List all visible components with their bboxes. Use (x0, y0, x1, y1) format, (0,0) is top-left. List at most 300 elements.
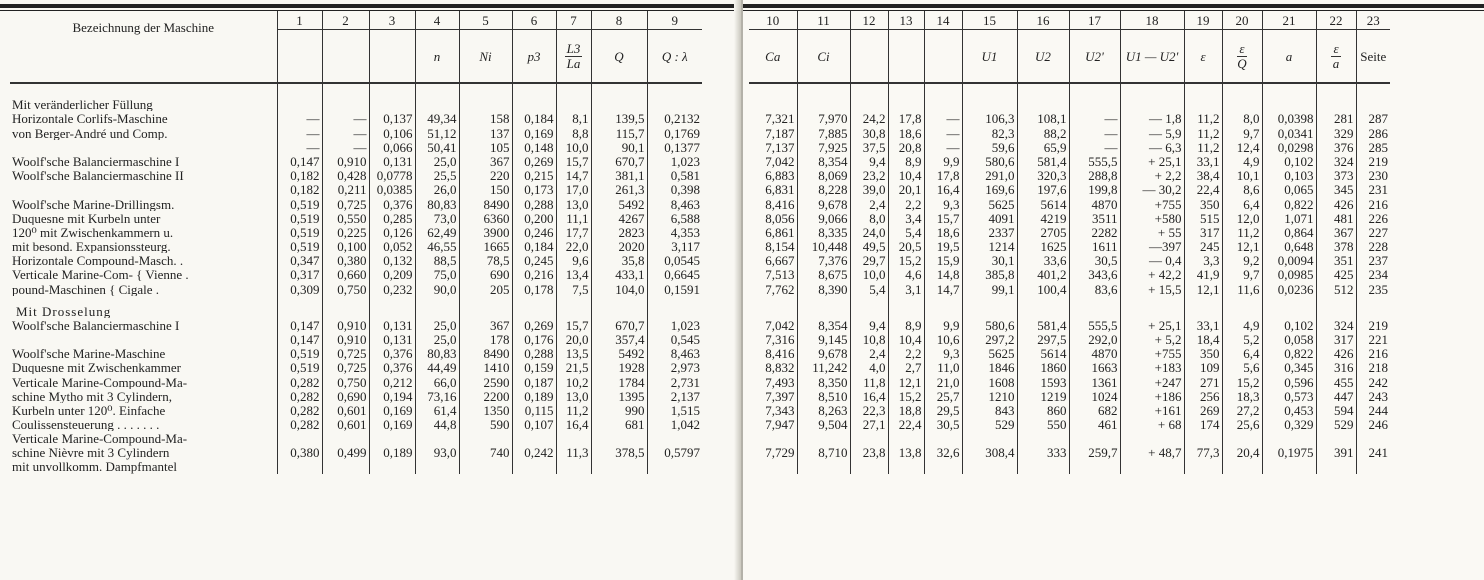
table-cell: 0,398 (647, 182, 702, 196)
table-cell: 0,102 (1262, 318, 1316, 332)
table-cell: 20,8 (888, 140, 924, 154)
table-cell: 17,0 (556, 182, 591, 196)
table-cell: 860 (1017, 403, 1069, 417)
table-cell: 515 (1184, 211, 1222, 225)
table-cell: 4267 (591, 211, 647, 225)
table-cell: 20,5 (888, 239, 924, 253)
table-cell: 0,347 (277, 253, 322, 267)
table-row (749, 196, 1390, 210)
table-cell: 8,463 (647, 346, 702, 360)
table-cell: 221 (1356, 332, 1390, 346)
table-cell: 1,042 (647, 417, 702, 431)
table-cell: — (277, 140, 322, 154)
table-cell: 8,675 (797, 267, 850, 281)
frac-den: Q (1237, 55, 1247, 71)
left-page (0, 0, 740, 580)
table-cell: — (322, 125, 369, 139)
table-cell: 1,515 (647, 403, 702, 417)
table-cell: 8,390 (797, 281, 850, 295)
table-cell: 8,228 (797, 182, 850, 196)
table-cell: 0,1591 (647, 281, 702, 295)
table-cell: 0,212 (369, 374, 415, 388)
table-cell: 0,285 (369, 211, 415, 225)
table-cell: 0,102 (1262, 154, 1316, 168)
table-cell: 0,216 (512, 267, 556, 281)
table-cell: 242 (1356, 374, 1390, 388)
table-cell: 27,2 (1222, 403, 1262, 417)
machine-description: mit besond. Expansionssteurg. (12, 239, 171, 254)
left-rows-a (10, 111, 702, 295)
table-cell: 16,4 (556, 417, 591, 431)
table-cell: 9,2 (1222, 253, 1262, 267)
table-cell: 3,3 (1184, 253, 1222, 267)
table-cell: 20,1 (888, 182, 924, 196)
table-cell: 0,187 (512, 374, 556, 388)
table-cell: 50,41 (415, 140, 459, 154)
table-cell: 90,1 (591, 140, 647, 154)
section-title: Mit veränderlicher Füllung (12, 97, 153, 112)
table-cell: 115,7 (591, 125, 647, 139)
table-cell: 843 (962, 403, 1017, 417)
table-cell: 0,428 (322, 168, 369, 182)
table-cell: 15,2 (1222, 374, 1262, 388)
description-line: Verticale Marine-Compound-Ma- (12, 431, 188, 446)
table-row (10, 332, 702, 346)
table-cell: 0,725 (322, 360, 369, 374)
table-cell: 10,2 (556, 374, 591, 388)
table-row (749, 168, 1390, 182)
table-cell: 0,132 (369, 253, 415, 267)
col-num: 5 (459, 11, 512, 30)
table-cell: 29,7 (850, 253, 888, 267)
table-cell: — (1069, 111, 1120, 125)
table-cell: 286 (1356, 125, 1390, 139)
table-cell: 24,0 (850, 225, 888, 239)
table-cell: 44,49 (415, 360, 459, 374)
table-cell: 1361 (1069, 374, 1120, 388)
table-cell: 9,4 (850, 318, 888, 332)
table-row (10, 431, 702, 474)
table-cell: 670,7 (591, 318, 647, 332)
table-cell: — (277, 111, 322, 125)
table-cell: 1,023 (647, 318, 702, 332)
table-cell: 740 (459, 431, 512, 474)
table-cell: 90,0 (415, 281, 459, 295)
table-cell: 0,1975 (1262, 431, 1316, 474)
table-cell: 9,678 (797, 346, 850, 360)
table-cell: 41,9 (1184, 267, 1222, 281)
table-row (749, 239, 1390, 253)
table-cell: 10,6 (924, 332, 962, 346)
table-cell: 0,131 (369, 154, 415, 168)
table-row (10, 267, 702, 281)
rule-top (743, 4, 1484, 8)
table-cell: 243 (1356, 389, 1390, 403)
table-cell: 7,762 (765, 281, 795, 296)
table-cell: 0,148 (512, 140, 556, 154)
table-cell: 37,5 (850, 140, 888, 154)
right-page (743, 0, 1484, 580)
table-cell: 3,117 (647, 239, 702, 253)
machine-description: Coulissensteuerung . . . . . . . (12, 417, 160, 432)
table-cell: 241 (1356, 431, 1390, 474)
table-cell: 32,6 (924, 431, 962, 474)
table-row (749, 281, 1390, 295)
table-cell: 0,282 (277, 417, 322, 431)
table-cell: 0,601 (322, 417, 369, 431)
col-num: 7 (556, 11, 591, 30)
table-cell: 234 (1356, 267, 1390, 281)
table-cell: 357,4 (591, 332, 647, 346)
table-cell: 226 (1356, 211, 1390, 225)
sym-eps-a (1316, 30, 1356, 84)
table-cell: 33,1 (1184, 154, 1222, 168)
table-cell: 7,397 (765, 388, 795, 403)
table-cell: 0,1769 (647, 125, 702, 139)
machine-description (10, 431, 277, 474)
table-cell: 18,3 (1222, 389, 1262, 403)
table-cell: 345 (1316, 182, 1356, 196)
machine-description (10, 332, 277, 346)
table-cell: 0,0298 (1262, 140, 1316, 154)
col-num: 1 (277, 11, 322, 30)
table-cell: 49,5 (850, 239, 888, 253)
table-cell: 16,4 (850, 389, 888, 403)
table-cell: 6,588 (647, 211, 702, 225)
table-cell: 12,1 (1222, 239, 1262, 253)
table-cell: 216 (1356, 196, 1390, 210)
table-cell: 7,925 (797, 140, 850, 154)
table-cell: 1860 (1017, 360, 1069, 374)
table-row (749, 374, 1390, 388)
table-cell: 594 (1316, 403, 1356, 417)
table-cell: 25,6 (1222, 417, 1262, 431)
table-cell: — (1069, 125, 1120, 139)
sym-ni: Ni (459, 30, 512, 84)
table-cell: 0,269 (512, 154, 556, 168)
right-row-last (749, 431, 1390, 474)
sym-u1-u2p: U1 — U2' (1120, 30, 1184, 84)
table-cell: 104,0 (591, 281, 647, 295)
table-cell: 7,042 (765, 317, 795, 332)
table-cell: 0,0385 (369, 182, 415, 196)
table-cell: 80,83 (415, 196, 459, 210)
table-cell: 0,065 (1262, 182, 1316, 196)
table-cell: 581,4 (1017, 154, 1069, 168)
table-cell: 320,3 (1017, 168, 1069, 182)
table-cell: 391 (1316, 431, 1356, 474)
table-cell: 0,189 (369, 431, 415, 474)
machine-description: schine Mytho mit 3 Cylindern, (12, 388, 172, 403)
sym-p3: p3 (512, 30, 556, 84)
table-cell: 9,3 (924, 346, 962, 360)
table-cell: 0,519 (277, 196, 322, 210)
table-cell: 0,0985 (1262, 267, 1316, 281)
table-cell: 5,4 (888, 225, 924, 239)
machine-description: 120⁰ mit Zwischenkammern u. (12, 224, 174, 239)
table-cell: 10,0 (850, 267, 888, 281)
table-cell: 17,8 (924, 168, 962, 182)
table-cell: 30,1 (962, 253, 1017, 267)
table-cell: 481 (1316, 211, 1356, 225)
table-cell: 0,058 (1262, 332, 1316, 346)
table-cell: 324 (1316, 154, 1356, 168)
table-cell: 30,8 (850, 125, 888, 139)
table-cell: 25,5 (415, 168, 459, 182)
table-cell: — (924, 140, 962, 154)
table-cell: 529 (962, 417, 1017, 431)
table-cell: 381,1 (591, 168, 647, 182)
col-num: 6 (512, 11, 556, 30)
table-cell: 7,137 (765, 139, 795, 154)
table-cell: 0,0094 (1262, 253, 1316, 267)
machine-description: pound-Maschinen { Cigale . (12, 281, 160, 296)
table-cell: 15,7 (924, 211, 962, 225)
table-cell: 15,2 (888, 253, 924, 267)
machine-description: Duquesne mit Kurbeln unter (12, 210, 161, 225)
left-table (10, 11, 702, 474)
table-cell: 3900 (459, 225, 512, 239)
table-cell: 329 (1316, 125, 1356, 139)
table-cell: 25,0 (415, 332, 459, 346)
table-cell: 0,211 (322, 182, 369, 196)
table-cell: — (322, 140, 369, 154)
table-cell: 77,3 (1184, 431, 1222, 474)
table-cell: 0,184 (512, 239, 556, 253)
table-cell: 7,187 (765, 125, 795, 140)
table-cell: 18,8 (888, 403, 924, 417)
table-cell: 0,329 (1262, 417, 1316, 431)
table-cell: 512 (1316, 281, 1356, 295)
table-cell: 350 (1184, 196, 1222, 210)
table-cell: 259,7 (1069, 431, 1120, 474)
table-cell: 7,970 (797, 111, 850, 125)
table-cell: 5,6 (1222, 360, 1262, 374)
table-cell: 219 (1356, 318, 1390, 332)
table-cell: 13,5 (556, 346, 591, 360)
table-cell: 106,3 (962, 111, 1017, 125)
table-row (10, 253, 702, 267)
table-cell: 1928 (591, 360, 647, 374)
col-num: 23 (1356, 11, 1390, 30)
table-cell: 7,5 (556, 281, 591, 295)
table-cell: 17,7 (556, 225, 591, 239)
table-cell: 5625 (962, 196, 1017, 210)
machine-description: Duquesne mit Zwischenkammer (12, 360, 181, 375)
table-cell: 22,3 (850, 403, 888, 417)
col-num: 13 (888, 11, 924, 30)
table-cell: 6,861 (765, 224, 795, 239)
table-cell: 80,83 (415, 346, 459, 360)
table-row (749, 332, 1390, 346)
table-cell: 30,5 (1069, 253, 1120, 267)
table-row (10, 417, 702, 431)
table-cell: 281 (1316, 111, 1356, 125)
table-cell: 2,2 (888, 196, 924, 210)
table-cell: 581,4 (1017, 318, 1069, 332)
table-row (749, 318, 1390, 332)
table-cell: 6360 (459, 211, 512, 225)
table-cell: 269 (1184, 403, 1222, 417)
table-row (10, 125, 702, 139)
table-cell: 11,242 (797, 360, 850, 374)
table-cell: 0,147 (277, 318, 322, 332)
table-cell: 44,8 (415, 417, 459, 431)
description-line: mit unvollkomm. Dampfmantel (12, 458, 178, 474)
table-cell: + 2,2 (1120, 168, 1184, 182)
table-cell: 11,2 (1184, 140, 1222, 154)
table-cell: 0,581 (647, 168, 702, 182)
table-cell: 7,376 (797, 253, 850, 267)
table-cell: 88,5 (415, 253, 459, 267)
table-cell: 10,8 (850, 332, 888, 346)
table-cell: + 25,1 (1120, 318, 1184, 332)
table-cell: 245 (1184, 239, 1222, 253)
table-cell: 7,885 (797, 125, 850, 139)
col-num: 8 (591, 11, 647, 30)
table-cell: 0,380 (322, 253, 369, 267)
table-row (10, 140, 702, 154)
table-cell: 0,573 (1262, 389, 1316, 403)
table-cell: 376 (1316, 140, 1356, 154)
table-row (10, 403, 702, 417)
table-cell: — 5,9 (1120, 125, 1184, 139)
col-num: 11 (797, 11, 850, 30)
table-cell: 1593 (1017, 374, 1069, 388)
table-cell: 8,350 (797, 374, 850, 388)
table-cell: 287 (1356, 111, 1390, 125)
table-cell: 73,16 (415, 389, 459, 403)
table-cell: 8,0 (1222, 111, 1262, 125)
table-cell: 66,0 (415, 374, 459, 388)
table-cell: 23,2 (850, 168, 888, 182)
table-cell: 0,176 (512, 332, 556, 346)
table-cell: 7,513 (765, 267, 795, 282)
sym-q-lambda: Q : λ (647, 30, 702, 84)
table-cell: +580 (1120, 211, 1184, 225)
table-cell: 9,678 (797, 196, 850, 210)
table-cell: 285 (1356, 140, 1390, 154)
table-cell: 0,282 (277, 374, 322, 388)
table-cell: 73,0 (415, 211, 459, 225)
table-cell: 447 (1316, 389, 1356, 403)
table-cell: — 30,2 (1120, 182, 1184, 196)
table-cell: 139,5 (591, 111, 647, 125)
table-cell: 11,0 (924, 360, 962, 374)
table-cell: 1,071 (1262, 211, 1316, 225)
col-num: 14 (924, 11, 962, 30)
table-cell: 288,8 (1069, 168, 1120, 182)
table-cell: 0,725 (322, 346, 369, 360)
table-cell: 78,5 (459, 253, 512, 267)
table-cell: 5614 (1017, 346, 1069, 360)
table-cell: 2282 (1069, 225, 1120, 239)
sym-eps-q (1222, 30, 1262, 84)
table-cell: 0,169 (369, 403, 415, 417)
table-cell: 297,5 (1017, 332, 1069, 346)
table-cell: 256 (1184, 389, 1222, 403)
table-cell: 0,822 (1262, 196, 1316, 210)
table-row (749, 389, 1390, 403)
table-cell: — (924, 111, 962, 125)
table-cell: 15,2 (888, 389, 924, 403)
header-label: Bezeichnung der Maschine (10, 11, 277, 83)
table-cell: 8,069 (797, 168, 850, 182)
col-num: 2 (322, 11, 369, 30)
machine-description: von Berger-André und Comp. (12, 125, 168, 140)
table-cell: 9,6 (556, 253, 591, 267)
table-cell: 0,288 (512, 196, 556, 210)
table-cell: 4,9 (1222, 318, 1262, 332)
table-cell: 0,550 (322, 211, 369, 225)
table-cell: 1665 (459, 239, 512, 253)
table-cell: 0,100 (322, 239, 369, 253)
table-cell: 0,309 (277, 281, 322, 295)
col-num: 4 (415, 11, 459, 30)
table-cell: 0,147 (277, 154, 322, 168)
table-cell: 8,710 (797, 431, 850, 474)
table-row (749, 403, 1390, 417)
table-cell: 426 (1316, 196, 1356, 210)
table-row (749, 346, 1390, 360)
table-cell: 4870 (1069, 196, 1120, 210)
table-cell: 13,0 (556, 196, 591, 210)
table-cell: 2,2 (888, 346, 924, 360)
table-cell: 0,282 (277, 389, 322, 403)
col-num: 10 (749, 11, 797, 30)
table-cell: 0,159 (512, 360, 556, 374)
table-cell: 33,1 (1184, 318, 1222, 332)
table-cell: 0,182 (277, 168, 322, 182)
table-cell: 0,215 (512, 168, 556, 182)
table-cell: 0,184 (512, 111, 556, 125)
table-cell: 0,910 (322, 332, 369, 346)
table-row (10, 211, 702, 225)
table-cell: — 1,8 (1120, 111, 1184, 125)
table-cell: 20,0 (556, 332, 591, 346)
sym-a: a (1262, 30, 1316, 84)
table-cell: + 68 (1120, 417, 1184, 431)
table-cell: 25,0 (415, 318, 459, 332)
table-cell: 14,8 (924, 267, 962, 281)
sym-epsilon: ε (1184, 30, 1222, 84)
table-row (10, 346, 702, 360)
table-cell: 25,7 (924, 389, 962, 403)
sym-ci: Ci (797, 30, 850, 84)
table-cell: 30,5 (924, 417, 962, 431)
machine-description: Horizontale Compound-Masch. . (12, 253, 184, 268)
table-cell: 5492 (591, 196, 647, 210)
table-cell: 2,731 (647, 374, 702, 388)
table-cell: 0,131 (369, 332, 415, 346)
table-cell: 11,1 (556, 211, 591, 225)
table-cell: 1846 (962, 360, 1017, 374)
frac-den: a (1332, 55, 1340, 71)
table-cell: 35,8 (591, 253, 647, 267)
sym-blank (277, 30, 322, 84)
table-cell: 227 (1356, 225, 1390, 239)
frac-den: La (566, 55, 581, 71)
table-row (10, 182, 702, 196)
machine-description (10, 140, 277, 154)
table-cell: 26,0 (415, 182, 459, 196)
table-cell: 75,0 (415, 267, 459, 281)
table-cell: + 42,2 (1120, 267, 1184, 281)
table-cell: 0,380 (277, 431, 322, 474)
table-cell: 0,453 (1262, 403, 1316, 417)
table-cell: 4091 (962, 211, 1017, 225)
table-cell: 426 (1316, 346, 1356, 360)
